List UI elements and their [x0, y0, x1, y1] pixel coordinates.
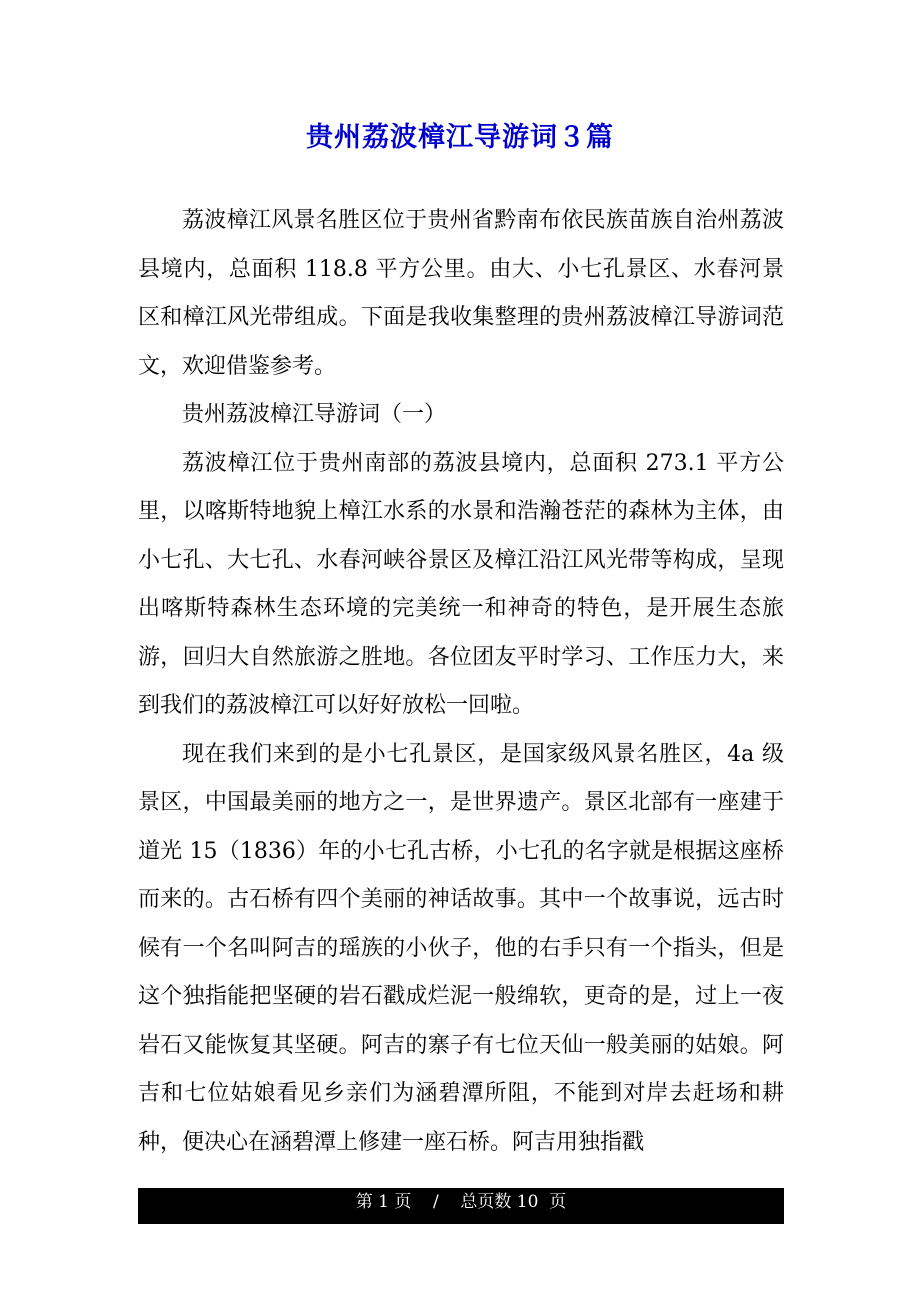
intro-paragraph: 荔波樟江风景名胜区位于贵州省黔南布依民族苗族自治州荔波县境内，总面积 118.8 平方公里。由大、小七孔景区、水春河景区和樟江风光带组成。下面是我收集整理的贵州荔波樟江导游词范文，欢迎借鉴参考。: [138, 208, 784, 379]
section-heading: 贵州荔波樟江导游词（一）: [182, 402, 447, 427]
body-paragraph: 现在我们来到的是小七孔景区，是国家级风景名胜区，4a 级景区，中国最美丽的地方之一，是世界遗产。景区北部有一座建于道光 15（1836）年的小七孔古桥，小七孔的名字就是根据这座桥而来的。古石桥有四个美丽的神话故事。其中一个故事说，远古时候有一个名叫阿吉的瑶族的小伙子，他的右手只有一个指头，但是这个独指能把坚硬的岩石戳成烂泥一般绵软，更奇的是，过上一夜岩石又能恢复其坚硬。阿吉的寨子有七位天仙一般美丽的姑娘。阿吉和七位姑娘看见乡亲们为涵碧潭所阻，不能到对岸去赶场和耕种，便决心在涵碧潭上修建一座石桥。阿吉用独指戳: [138, 741, 784, 1155]
page-footer: 第 1 页 / 总页数 10 页: [138, 1188, 784, 1224]
document-body: [138, 197, 784, 1167]
body-paragraph: 荔波樟江位于贵州南部的荔波县境内，总面积 273.1 平方公里，以喀斯特地貌上樟江水系的水景和浩瀚苍茫的森林为主体，由小七孔、大七孔、水春河峡谷景区及樟江沿江风光带等构成，呈现出喀斯特森林生态环境的完美统一和神奇的特色，是开展生态旅游，回归大自然旅游之胜地。各位团友平时学习、工作压力大，来到我们的荔波樟江可以好好放松一回啦。: [138, 450, 784, 718]
document-title: 贵州荔波樟江导游词３篇: [306, 122, 614, 153]
